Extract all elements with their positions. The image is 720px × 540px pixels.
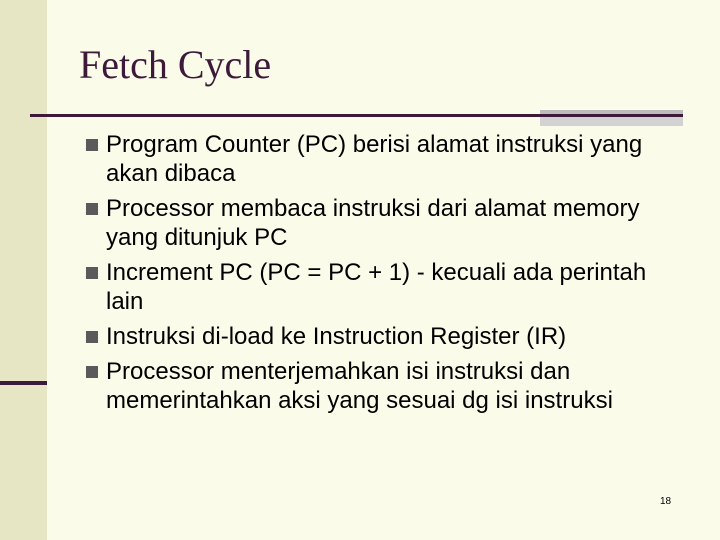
bullet-item (86, 258, 686, 316)
bullet-item (86, 357, 686, 415)
bullet-item (86, 194, 686, 252)
square-bullet-icon (86, 331, 98, 343)
slide-title: Fetch Cycle (79, 42, 272, 87)
bullet-item (86, 322, 686, 351)
page-number: 18 (660, 496, 672, 507)
title-rule-shadow-lower (540, 117, 683, 126)
square-bullet-icon (86, 139, 98, 151)
square-bullet-icon (86, 203, 98, 215)
bullet-list (86, 130, 686, 421)
square-bullet-icon (86, 366, 98, 378)
bullet-text: Instruksi di-load ke Instruction Register (IR) (106, 323, 567, 350)
bullet-text: Increment PC (PC = PC + 1) - kecuali ada perintah lain (106, 259, 647, 315)
bullet-text: Program Counter (PC) berisi alamat instruksi yang akan dibaca (106, 131, 643, 187)
bullet-text: Processor membaca instruksi dari alamat memory yang ditunjuk PC (106, 195, 640, 251)
title-rule (30, 114, 683, 117)
bullet-text: Processor menterjemahkan isi instruksi dan memerintahkan aksi yang sesuai dg isi instruksi (106, 358, 613, 414)
bullet-item (86, 130, 686, 188)
square-bullet-icon (86, 267, 98, 279)
side-accent-bar (0, 381, 47, 385)
side-band (0, 0, 47, 540)
